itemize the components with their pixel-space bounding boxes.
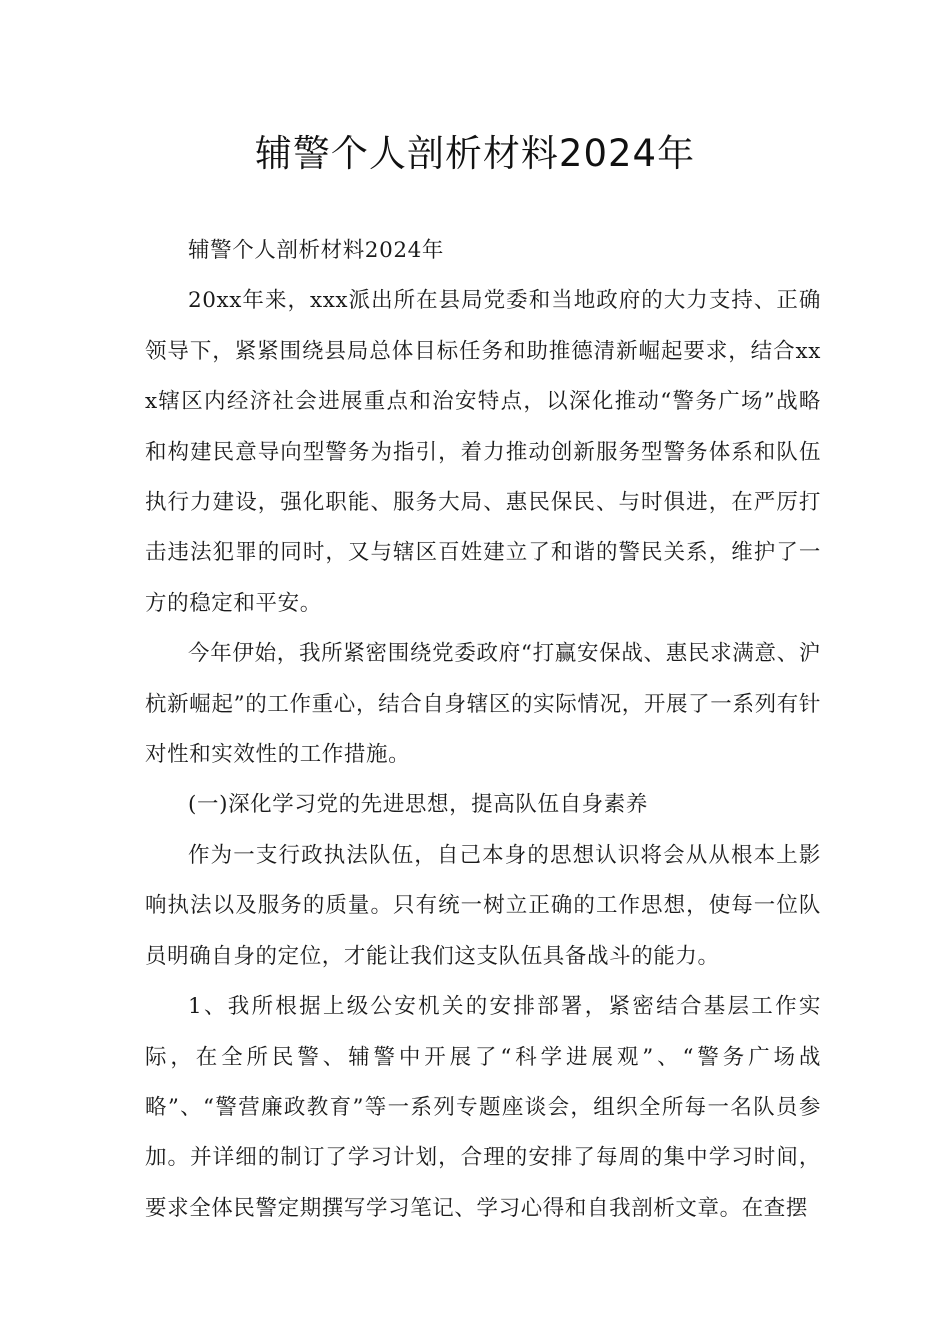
section-heading-1: (一)深化学习党的先进思想，提高队伍自身素养: [188, 792, 648, 818]
paragraph-subtitle: 辅警个人剖析材料2024年: [188, 238, 445, 263]
paragraph-team-thinking: 作为一支行政执法队伍，自己本身的思想认识将会从从根本上影响执法以及服务的质量。只有统一树立正确的工作思想，使每一位队员明确自身的定位，才能让我们这支队伍具备战斗的能力。: [145, 842, 821, 969]
paragraph-overview: 20xx年来，xxx派出所在县局党委和当地政府的大力支持、正确领导下，紧紧围绕县局总体目标任务和助推德清新崛起要求，结合xxx辖区内经济社会进展重点和治安特点，以深化推动“警务广场”战略和构建民意导向型警务为指引，着力推动创新服务型警务体系和队伍执行力建设，强化职能、服务大局、惠民保民、与时俱进，在严厉打击违法犯罪的同时，又与辖区百姓建立了和谐的警民关系，维护了一方的稳定和平安。: [145, 288, 821, 616]
document-body: [145, 226, 821, 1234]
document-title: 辅警个人剖析材料2024年: [254, 132, 696, 175]
paragraph-item-1: 1、我所根据上级公安机关的安排部署，紧密结合基层工作实际，在全所民警、辅警中开展了“科学进展观”、“警务广场战略”、“警营廉政教育”等一系列专题座谈会，组织全所每一名队员参加。并详细的制订了学习计划，合理的安排了每周的集中学习时间，要求全体民警定期撰写学习笔记、学习心得和自我剖析文章。在查摆: [145, 994, 821, 1221]
paragraph-work-focus: 今年伊始，我所紧密围绕党委政府“打赢安保战、惠民求满意、沪杭新崛起”的工作重心，结合自身辖区的实际情况，开展了一系列有针对性和实效性的工作措施。: [145, 641, 821, 768]
